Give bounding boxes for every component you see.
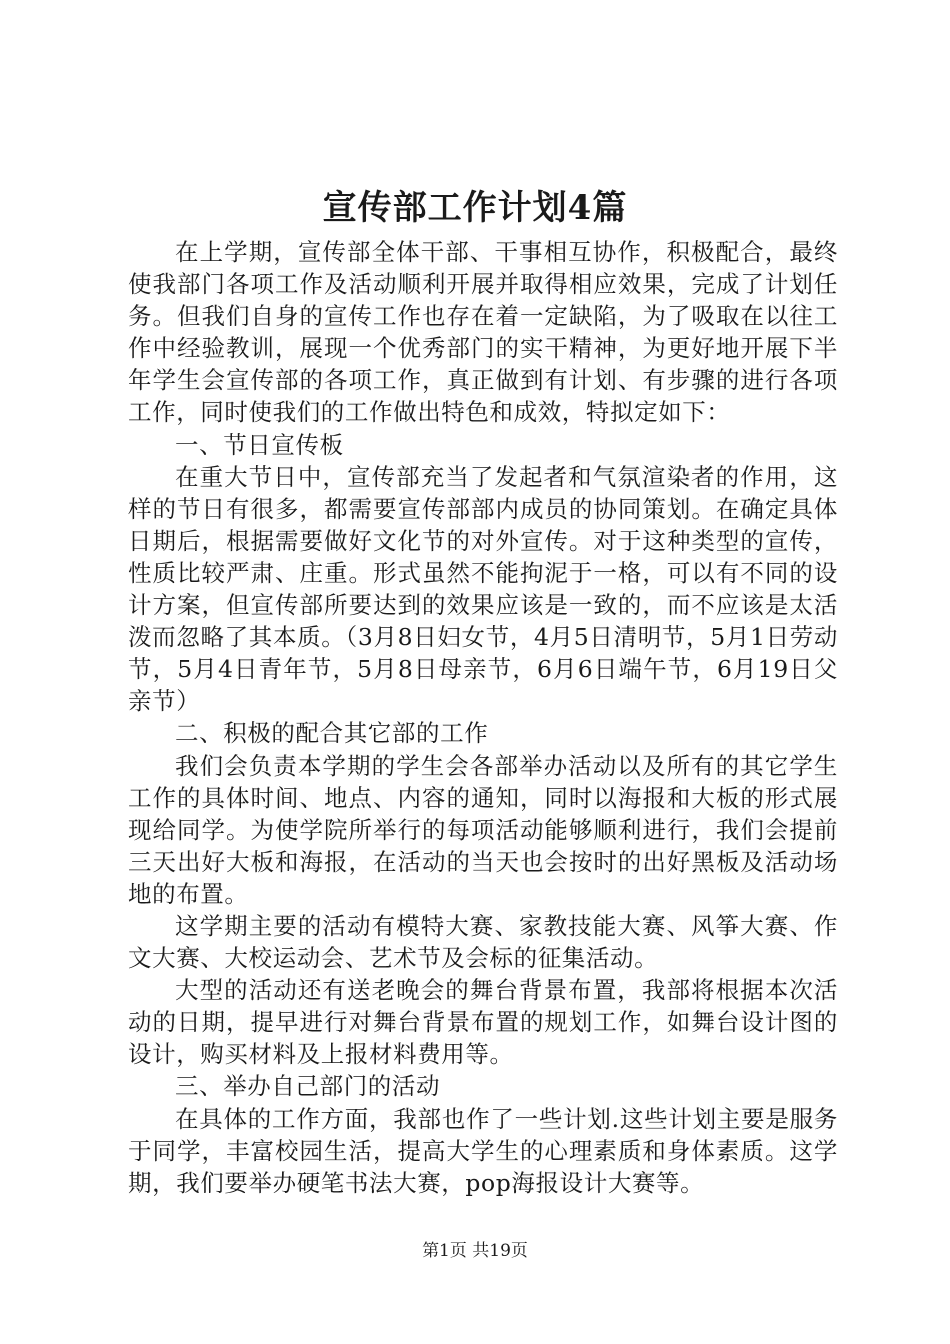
document-title: 宣传部工作计划4篇 — [322, 188, 628, 228]
section-1-paragraph: 在重大节日中，宣传部充当了发起者和气氛渲染者的作用，这样的节日有很多，都需要宣传部部内成员的协同策划。在确定具体日期后，根据需要做好文化节的对外宣传。对于这种类型的宣传，性质比较严肃、庄重。形式虽然不能拘泥于一格，可以有不同的设计方案，但宣传部所要达到的效果应该是一致的，而不应该是太活泼而忽略了其本质。（3月8日妇女节，4月5日清明节，5月1日劳动节，5月4日青年节，5月8日母亲节，6月6日端午节，6月19日父亲节） — [128, 462, 838, 716]
section-heading-1: 一、节日宣传板 — [175, 430, 344, 459]
page-footer: 第1页 共19页 — [422, 1241, 528, 1261]
section-heading-3: 三、举办自己部门的活动 — [175, 1072, 441, 1101]
document-body — [128, 236, 838, 1199]
section-3-paragraph: 在具体的工作方面，我部也作了一些计划.这些计划主要是服务于同学，丰富校园生活，提高大学生的心理素质和身体素质。这学期，我们要举办硬笔书法大赛，pop海报设计大赛等。 — [128, 1104, 838, 1197]
section-2-paragraph-2: 这学期主要的活动有模特大赛、家教技能大赛、风筝大赛、作文大赛、大校运动会、艺术节及会标的征集活动。 — [128, 911, 838, 973]
section-2-paragraph-1: 我们会负责本学期的学生会各部举办活动以及所有的其它学生工作的具体时间、地点、内容的通知，同时以海报和大板的形式展现给同学。为使学院所举行的每项活动能够顺利进行，我们会提前三天出好大板和海报，在活动的当天也会按时的出好黑板及活动场地的布置。 — [128, 751, 838, 908]
intro-paragraph: 在上学期，宣传部全体干部、干事相互协作，积极配合，最终使我部门各项工作及活动顺利开展并取得相应效果，完成了计划任务。但我们自身的宣传工作也存在着一定缺陷，为了吸取在以往工作中经验教训，展现一个优秀部门的实干精神，为更好地开展下半年学生会宣传部的各项工作，真正做到有计划、有步骤的进行各项工作，同时使我们的工作做出特色和成效，特拟定如下： — [128, 238, 838, 427]
section-2-paragraph-3: 大型的活动还有送老晚会的舞台背景布置，我部将根据本次活动的日期，提早进行对舞台背景布置的规划工作，如舞台设计图的设计，购买材料及上报材料费用等。 — [128, 976, 838, 1069]
section-heading-2: 二、积极的配合其它部的工作 — [175, 719, 489, 748]
